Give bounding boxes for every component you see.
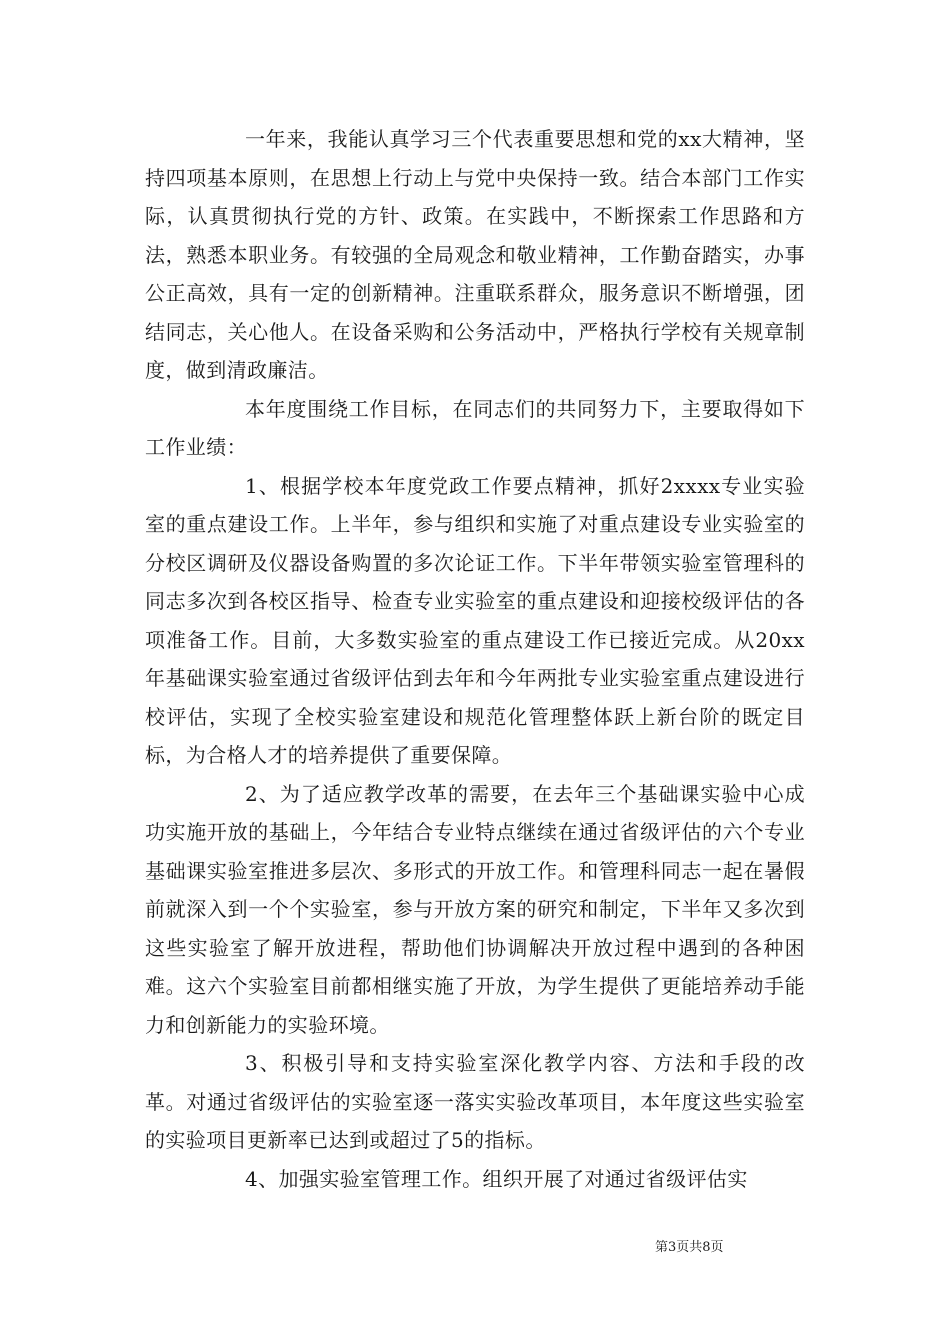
paragraph-item-2: 2、为了适应教学改革的需要，在去年三个基础课实验中心成功实施开放的基础上，今年结合专业特点继续在通过省级评估的六个专业基础课实验室推进多层次、多形式的开放工作。和管理科同志一起在暑假前就深入到一个个实验室，参与开放方案的研究和制定，下半年又多次到这些实验室了解开放进程，帮助他们协调解决开放过程中遇到的各种困难。这六个实验室目前都相继实施了开放，为学生提供了更能培养动手能力和创新能力的实验环境。 [145,781,805,1037]
paragraph-summary: 一年来，我能认真学习三个代表重要思想和党的xx大精神，坚持四项基本原则，在思想上行动上与党中央保持一致。结合本部门工作实际，认真贯彻执行党的方针、政策。在实践中，不断探索工作思路和方法，熟悉本职业务。有较强的全局观念和敬业精神，工作勤奋踏实，办事公正高效，具有一定的创新精神。注重联系群众，服务意识不断增强，团结同志，关心他人。在设备采购和公务活动中，严格执行学校有关规章制度，做到清政廉洁。 [145,127,805,382]
page-number: 第3页共8页 [655,1240,724,1255]
paragraph-item-3: 3、积极引导和支持实验室深化教学内容、方法和手段的改革。对通过省级评估的实验室逐一落实实验改革项目，本年度这些实验室的实验项目更新率已达到或超过了5的指标。 [145,1051,805,1152]
paragraph-intro: 本年度围绕工作目标，在同志们的共同努力下，主要取得如下工作业绩： [145,396,805,459]
paragraph-item-4: 4、加强实验室管理工作。组织开展了对通过省级评估实 [245,1166,748,1191]
document-body [145,120,805,1198]
paragraph-item-1: 1、根据学校本年度党政工作要点精神，抓好2xxxx专业实验室的重点建设工作。上半年，参与组织和实施了对重点建设专业实验室的分校区调研及仪器设备购置的多次论证工作。下半年带领实验室管理科的同志多次到各校区指导、检查专业实验室的重点建设和迎接校级评估的各项准备工作。目前，大多数实验室的重点建设工作已接近完成。从20xx年基础课实验室通过省级评估到去年和今年两批专业实验室重点建设进行校评估，实现了全校实验室建设和规范化管理整体跃上新台阶的既定目标，为合格人才的培养提供了重要保障。 [145,473,805,767]
